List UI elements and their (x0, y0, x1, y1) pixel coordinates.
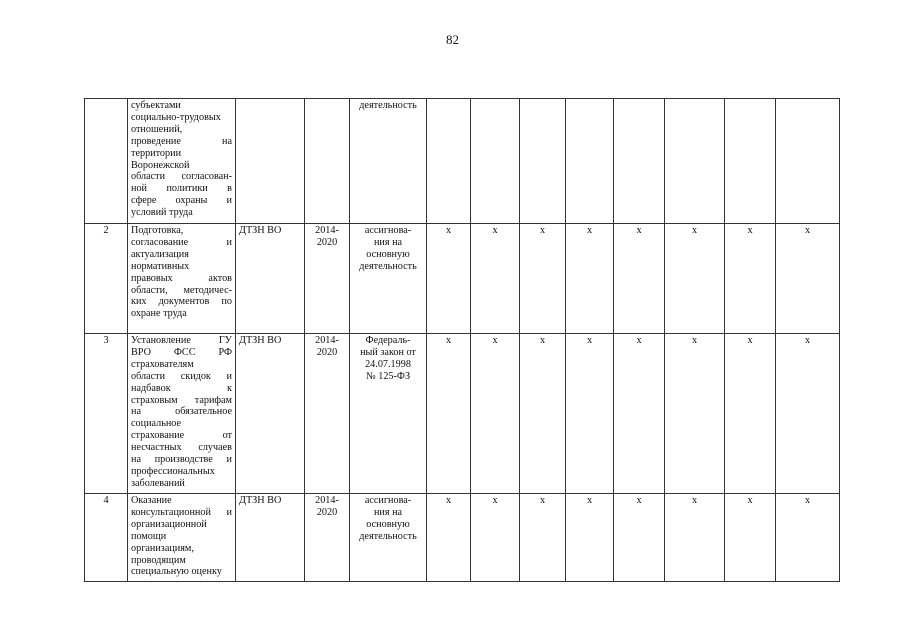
measure-description-line: Оказание (131, 495, 172, 506)
mark-cell (614, 99, 665, 224)
period-line: 2014- (315, 335, 339, 346)
period-line: 2014- (315, 225, 339, 236)
mark-x: x (636, 225, 642, 236)
measure-description-cell (128, 99, 236, 224)
row-number: 4 (103, 495, 109, 506)
measures-table (84, 98, 840, 582)
mark-cell (776, 99, 840, 224)
table-row (85, 224, 840, 334)
mark-x: x (804, 335, 811, 346)
mark-x: x (586, 225, 593, 236)
measure-description-line: области скидок и (131, 370, 232, 382)
row-number: 3 (103, 335, 109, 346)
table-row (85, 494, 840, 582)
measure-description-line: социальное (131, 418, 182, 430)
funding-source-line: ассигнова- (364, 495, 412, 506)
measure-description-line: проведение на (131, 135, 232, 147)
funding-source-line: деятельность (359, 260, 417, 272)
mark-cell (614, 334, 665, 494)
mark-cell (725, 334, 776, 494)
executor-text: ДТЗН ВО (239, 495, 282, 506)
measure-description-line: охране труда (131, 308, 187, 320)
mark-x: x (691, 335, 698, 346)
mark-x: x (445, 495, 452, 506)
funding-source-line: ния на (373, 236, 403, 248)
mark-cell (471, 224, 520, 334)
measure-description-line: страхователям (131, 358, 194, 370)
period-line: 2014- (315, 495, 339, 506)
mark-cell (614, 494, 665, 582)
mark-x: x (539, 335, 546, 346)
executor-cell (236, 99, 305, 224)
funding-source-line: ассигнова- (364, 225, 412, 236)
measure-description-line: помощи (131, 530, 167, 542)
funding-source-line: ный закон от (360, 346, 416, 358)
mark-x: x (636, 335, 642, 346)
mark-cell (471, 334, 520, 494)
mark-cell (566, 224, 614, 334)
page-number: 82 (446, 32, 459, 47)
row-number-cell (85, 224, 128, 334)
funding-source-line: деятельность (359, 530, 417, 542)
measure-description-line: несчастных случаев (131, 442, 232, 454)
measure-description-line: консультационной и (131, 506, 232, 518)
funding-source-cell (350, 224, 427, 334)
funding-source-line: 24.07.1998 (365, 358, 411, 370)
mark-cell (471, 494, 520, 582)
measure-description-line: страхование от (131, 430, 232, 442)
measure-description-line: на обязательное (131, 406, 232, 418)
measure-description-line: Воронежской (131, 159, 190, 171)
measure-description-line: проводящим (131, 554, 186, 566)
mark-x: x (586, 335, 593, 346)
mark-cell (427, 99, 471, 224)
mark-x: x (747, 335, 753, 346)
measure-description-line: страховым тарифам (131, 394, 232, 406)
period-line: 2020 (316, 346, 338, 358)
mark-x: x (586, 495, 593, 506)
measure-description-line: Подготовка, (131, 225, 184, 236)
measure-description-line: ких документов по (131, 296, 232, 308)
funding-source-line: основную (366, 518, 410, 530)
mark-x: x (445, 225, 452, 236)
mark-x: x (539, 225, 546, 236)
mark-x: x (804, 225, 811, 236)
measure-description-line: условий труда (131, 207, 193, 219)
measure-description-line: субъектами (131, 100, 181, 111)
measure-description-line: территории (131, 147, 182, 159)
measure-description-line: социально-трудовых (131, 111, 221, 123)
mark-cell (665, 224, 725, 334)
mark-x: x (691, 495, 698, 506)
measure-description-line: нормативных (131, 260, 190, 272)
executor-text: ДТЗН ВО (239, 225, 282, 236)
measure-description-line: ВРО ФСС РФ (131, 346, 232, 358)
funding-source-line: ния на (373, 506, 403, 518)
executor-text: ДТЗН ВО (239, 335, 282, 346)
mark-cell (725, 494, 776, 582)
mark-cell (725, 224, 776, 334)
measure-description-line: заболеваний (131, 477, 185, 489)
measure-description-line: области, методичес- (131, 284, 232, 296)
table-row (85, 334, 840, 494)
mark-cell (614, 224, 665, 334)
funding-source-cell (350, 334, 427, 494)
measure-description-line: актуализация (131, 248, 189, 260)
measure-description-cell (128, 494, 236, 582)
measure-description-line: организационной (131, 518, 207, 530)
period-cell (305, 334, 350, 494)
measure-description-line: правовых актов (131, 272, 232, 284)
mark-cell (776, 494, 840, 582)
mark-cell (665, 494, 725, 582)
executor-cell (236, 494, 305, 582)
mark-x: x (492, 335, 498, 346)
measure-description-line: ной политики в (131, 183, 232, 195)
mark-cell (566, 99, 614, 224)
mark-x: x (445, 335, 452, 346)
period-cell (305, 224, 350, 334)
row-number-cell (85, 334, 128, 494)
measure-description-line: специальную оценку (131, 566, 222, 578)
mark-cell (471, 99, 520, 224)
mark-x: x (747, 225, 753, 236)
measure-description-line: области согласован- (131, 171, 232, 183)
measure-description-line: согласование и (131, 236, 232, 248)
measure-description-line: надбавок к (131, 382, 232, 394)
measure-description-line: отношений, (131, 123, 183, 135)
mark-cell (427, 494, 471, 582)
funding-source-cell (350, 99, 427, 224)
mark-cell (776, 334, 840, 494)
table-row (85, 99, 840, 224)
mark-x: x (636, 495, 642, 506)
mark-cell (725, 99, 776, 224)
period-cell (305, 494, 350, 582)
measure-description-line: Установление ГУ (131, 335, 232, 346)
funding-source-line: Федераль- (365, 335, 411, 346)
mark-cell (520, 99, 566, 224)
measure-description-line: организациям, (131, 542, 194, 554)
row-number-cell (85, 99, 128, 224)
funding-source-line: основную (366, 248, 410, 260)
mark-cell (520, 494, 566, 582)
mark-cell (665, 334, 725, 494)
mark-x: x (747, 495, 753, 506)
mark-x: x (804, 495, 811, 506)
period-line: 2020 (316, 506, 338, 518)
funding-source-cell (350, 494, 427, 582)
measure-description-line: на производстве и (131, 454, 232, 466)
period-cell (305, 99, 350, 224)
mark-cell (427, 224, 471, 334)
mark-cell (665, 99, 725, 224)
mark-cell (566, 494, 614, 582)
measure-description-cell (128, 334, 236, 494)
mark-cell (427, 334, 471, 494)
funding-source-line: деятельность (359, 100, 417, 111)
measure-description-cell (128, 224, 236, 334)
period-line: 2020 (316, 236, 338, 248)
executor-cell (236, 224, 305, 334)
row-number: 2 (103, 225, 109, 236)
mark-cell (520, 334, 566, 494)
mark-x: x (691, 225, 698, 236)
funding-source-line: № 125-ФЗ (365, 370, 411, 382)
mark-cell (520, 224, 566, 334)
mark-x: x (492, 225, 498, 236)
mark-cell (776, 224, 840, 334)
measure-description-line: сфере охраны и (131, 195, 232, 207)
mark-x: x (492, 495, 498, 506)
row-number-cell (85, 494, 128, 582)
mark-cell (566, 334, 614, 494)
measure-description-line: профессиональных (131, 465, 215, 477)
mark-x: x (539, 495, 546, 506)
executor-cell (236, 334, 305, 494)
